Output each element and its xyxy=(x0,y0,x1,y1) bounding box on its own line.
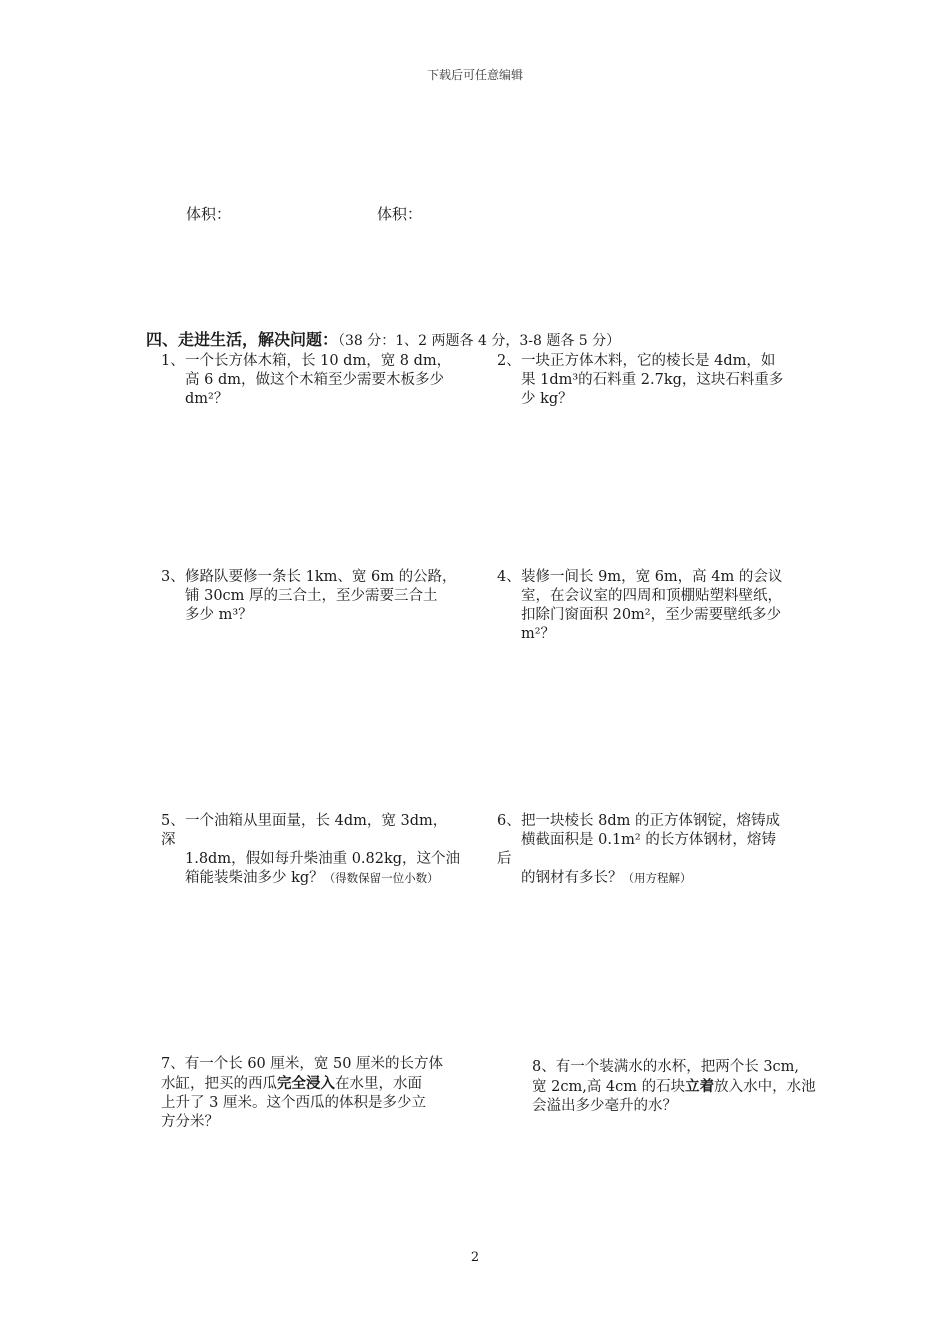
question-text: 放入水中，水池 xyxy=(714,1079,816,1095)
volume-label-1: 体积： xyxy=(186,205,232,223)
volume-label-2: 体积： xyxy=(377,205,423,223)
question-4 xyxy=(497,568,782,644)
question-text-wrap: 后 xyxy=(497,851,512,867)
question-number: 3、 xyxy=(161,569,185,585)
question-text: 一块正方体木料，它的棱长是 4dm，如 xyxy=(521,353,776,369)
question-text: 8、有一个装满水的水杯，把两个长 3cm, xyxy=(532,1059,800,1075)
section-heading xyxy=(146,327,620,350)
question-text: 室，在会议室的四周和顶棚贴塑料壁纸， xyxy=(521,588,782,604)
emphasis-text: 完全浸入 xyxy=(277,1075,335,1092)
question-text: 铺 30cm 厚的三合土，至少需要三合土 xyxy=(185,588,438,604)
section-score-note: （38 分：1、2 两题各 4 分，3-8 题各 5 分） xyxy=(338,333,621,349)
question-text: 果 1dm³的石料重 2.7kg，这块石料重多 xyxy=(521,372,784,388)
question-text: 装修一间长 9m，宽 6m，高 4m 的会议 xyxy=(521,569,783,585)
emphasis-text: 立着 xyxy=(685,1078,715,1095)
question-note: （用方程解） xyxy=(622,871,692,885)
question-text: 多少 m³？ xyxy=(185,607,253,623)
question-text: 方分米？ xyxy=(161,1114,219,1130)
question-7 xyxy=(161,1055,443,1132)
question-number: 2、 xyxy=(497,353,521,369)
question-8 xyxy=(532,1058,816,1116)
question-number: 4、 xyxy=(497,569,521,585)
question-text: 箱能装柴油多少 kg？ xyxy=(185,870,324,886)
question-number: 1、 xyxy=(161,353,185,369)
question-text-wrap: 深 xyxy=(161,832,176,848)
question-6 xyxy=(497,812,780,888)
question-text: 修路队要修一条长 1km、宽 6m 的公路， xyxy=(185,569,457,585)
question-text: 横截面积是 0.1m² 的长方体钢材，熔铸 xyxy=(521,832,776,848)
question-number: 6、 xyxy=(497,813,521,829)
question-text: 7、有一个长 60 厘米，宽 50 厘米的长方体 xyxy=(161,1056,444,1072)
question-text: 一个油箱从里面量，长 4dm，宽 3dm， xyxy=(185,813,448,829)
question-note: （得数保留一位小数） xyxy=(323,871,439,885)
question-text: 的钢材有多长？ xyxy=(521,870,623,886)
question-text: 一个长方体木箱，长 10 dm，宽 8 dm， xyxy=(185,353,452,369)
question-text: 扣除门窗面积 20m²，至少需要壁纸多少 xyxy=(521,607,782,623)
question-text: 会溢出多少毫升的水？ xyxy=(532,1098,677,1114)
question-text: 水缸，把买的西瓜 xyxy=(161,1076,277,1092)
question-text: 把一块棱长 8dm 的正方体钢锭，熔铸成 xyxy=(521,813,780,829)
question-5 xyxy=(161,812,460,888)
question-text: m²？ xyxy=(521,626,556,642)
question-text: 高 6 dm，做这个木箱至少需要木板多少 xyxy=(185,372,444,388)
question-text: 1.8dm，假如每升柴油重 0.82kg，这个油 xyxy=(185,851,461,867)
page-number: 2 xyxy=(470,1250,480,1265)
question-3 xyxy=(161,568,457,625)
question-1 xyxy=(161,352,451,409)
question-text: 上升了 3 厘米。这个西瓜的体积是多少立 xyxy=(161,1095,426,1111)
question-number: 5、 xyxy=(161,813,185,829)
question-text: 少 kg？ xyxy=(521,391,573,407)
question-text: 宽 2cm,高 4cm 的石块 xyxy=(532,1079,686,1095)
section-title: 四、走进生活，解决问题： xyxy=(146,330,339,349)
question-2 xyxy=(497,352,783,409)
question-text: dm²？ xyxy=(185,391,229,407)
question-text: 在水里，水面 xyxy=(335,1076,422,1092)
page-header: 下载后可任意编辑 xyxy=(426,68,523,82)
